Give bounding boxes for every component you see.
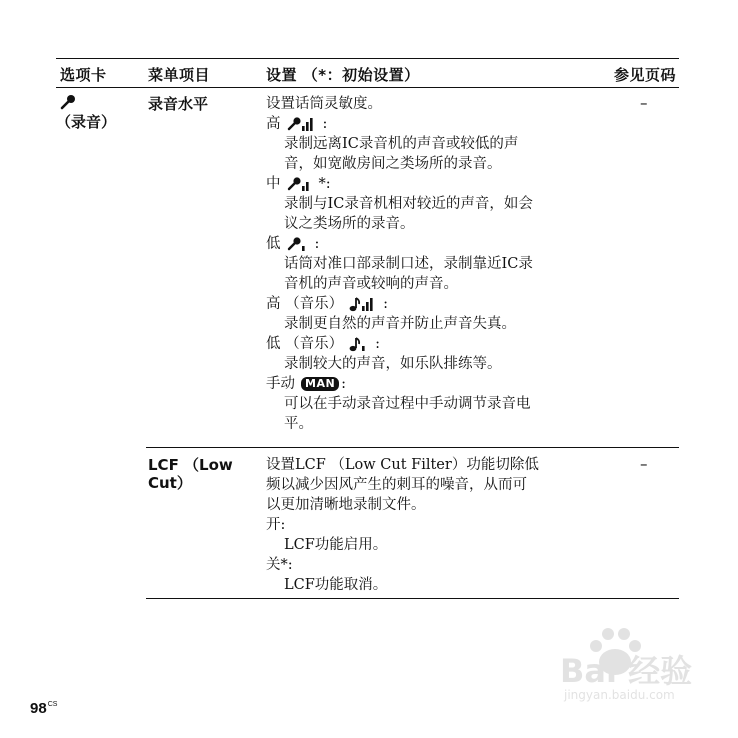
option-mid-label: 中: [266, 176, 281, 192]
option-lcf-on: [266, 515, 606, 535]
music-note-icon: [349, 296, 377, 312]
level-low-icon: [287, 236, 309, 252]
ref-page-lcf: –: [640, 455, 648, 473]
option-music-low-suffix: :: [375, 336, 380, 352]
lcf-intro-1: 设置LCF （Low Cut Filter）功能切除低: [266, 457, 539, 473]
option-high-desc-2: 音，如宽敞房间之类场所的录音。: [284, 156, 502, 172]
ref-page-rec-level: –: [640, 94, 648, 112]
option-music-high: [266, 294, 606, 314]
menu-item-rec-level: 录音水平: [148, 95, 209, 113]
rec-level-description: [266, 94, 606, 434]
option-music-low-label: 低 （音乐）: [266, 336, 344, 352]
option-music-high-desc-1: 录制更自然的声音并防止声音失真。: [284, 316, 516, 332]
option-manual: [266, 374, 606, 394]
watermark: [520, 620, 720, 710]
table-row-divider: [146, 447, 679, 448]
option-music-high-suffix: :: [383, 296, 388, 312]
watermark-brand: Bai 经验: [560, 652, 693, 690]
option-music-low-desc-1: 录制较大的声音，如乐队排练等。: [284, 356, 502, 372]
header-tab: 选项卡: [60, 66, 107, 84]
music-note-low-icon: [349, 336, 369, 352]
man-badge-icon: MAN: [301, 377, 339, 391]
option-mid-desc-2: 议之类场所的录音。: [284, 216, 415, 232]
lcf-description: [266, 455, 606, 595]
option-mid-suffix: *:: [318, 176, 331, 192]
option-high-suffix: :: [322, 116, 328, 132]
header-setting: 设置 （*：初始设置）: [266, 66, 420, 84]
option-low-desc-2: 音机的声音或较响的声音。: [284, 276, 458, 292]
option-manual-desc-2: 平。: [284, 416, 313, 432]
option-music-low: [266, 334, 606, 354]
rec-level-intro: 设置话筒灵敏度。: [266, 96, 382, 112]
option-low-suffix: :: [314, 236, 320, 252]
tab-name: （录音）: [56, 113, 117, 131]
table-header-rule: [56, 87, 679, 88]
option-manual-suffix: :: [341, 376, 347, 392]
menu-item-lcf-line2: Cut）: [148, 474, 192, 492]
option-manual-desc-1: 可以在手动录音过程中手动调节录音电: [284, 396, 531, 412]
option-lcf-on-label: 开: [266, 517, 281, 533]
option-lcf-on-desc: LCF功能启用。: [284, 537, 388, 553]
option-lcf-off-suffix: :: [287, 557, 293, 573]
level-mid-icon: [287, 176, 313, 192]
table-top-rule: [56, 58, 679, 59]
watermark-url: jingyan.baidu.com: [564, 688, 675, 702]
page-number: [30, 700, 57, 717]
table-bottom-rule: [146, 598, 679, 599]
option-manual-label: 手动: [266, 376, 295, 392]
option-high-desc-1: 录制远离IC录音机的声音或较低的声: [284, 136, 519, 152]
option-high-label: 高: [266, 116, 281, 132]
page-number-value: 98: [30, 700, 47, 717]
option-lcf-off-label: 关*: [266, 557, 288, 573]
option-mid: [266, 174, 606, 194]
option-lcf-off: [266, 555, 606, 575]
menu-item-lcf-line1: LCF （Low: [148, 456, 233, 474]
option-music-high-label: 高 （音乐）: [266, 296, 344, 312]
mic-icon: [60, 94, 76, 110]
option-low-label: 低: [266, 236, 281, 252]
header-menu-item: 菜单项目: [148, 66, 211, 84]
lcf-intro-3: 以更加清晰地录制文件。: [266, 497, 426, 513]
lcf-intro-2: 频以减少因风产生的刺耳的噪音，从而可: [266, 477, 527, 493]
header-ref-page: 参见页码: [614, 66, 677, 84]
option-mid-desc-1: 录制与IC录音机相对较近的声音，如会: [284, 196, 533, 212]
page-number-suffix: CS: [47, 701, 58, 708]
option-low-desc-1: 话筒对准口部录制口述，录制靠近IC录: [284, 256, 533, 272]
option-lcf-off-desc: LCF功能取消。: [284, 577, 388, 593]
option-high: [266, 114, 606, 134]
option-lcf-on-suffix: :: [280, 517, 286, 533]
option-low: [266, 234, 606, 254]
level-high-icon: [287, 116, 317, 132]
